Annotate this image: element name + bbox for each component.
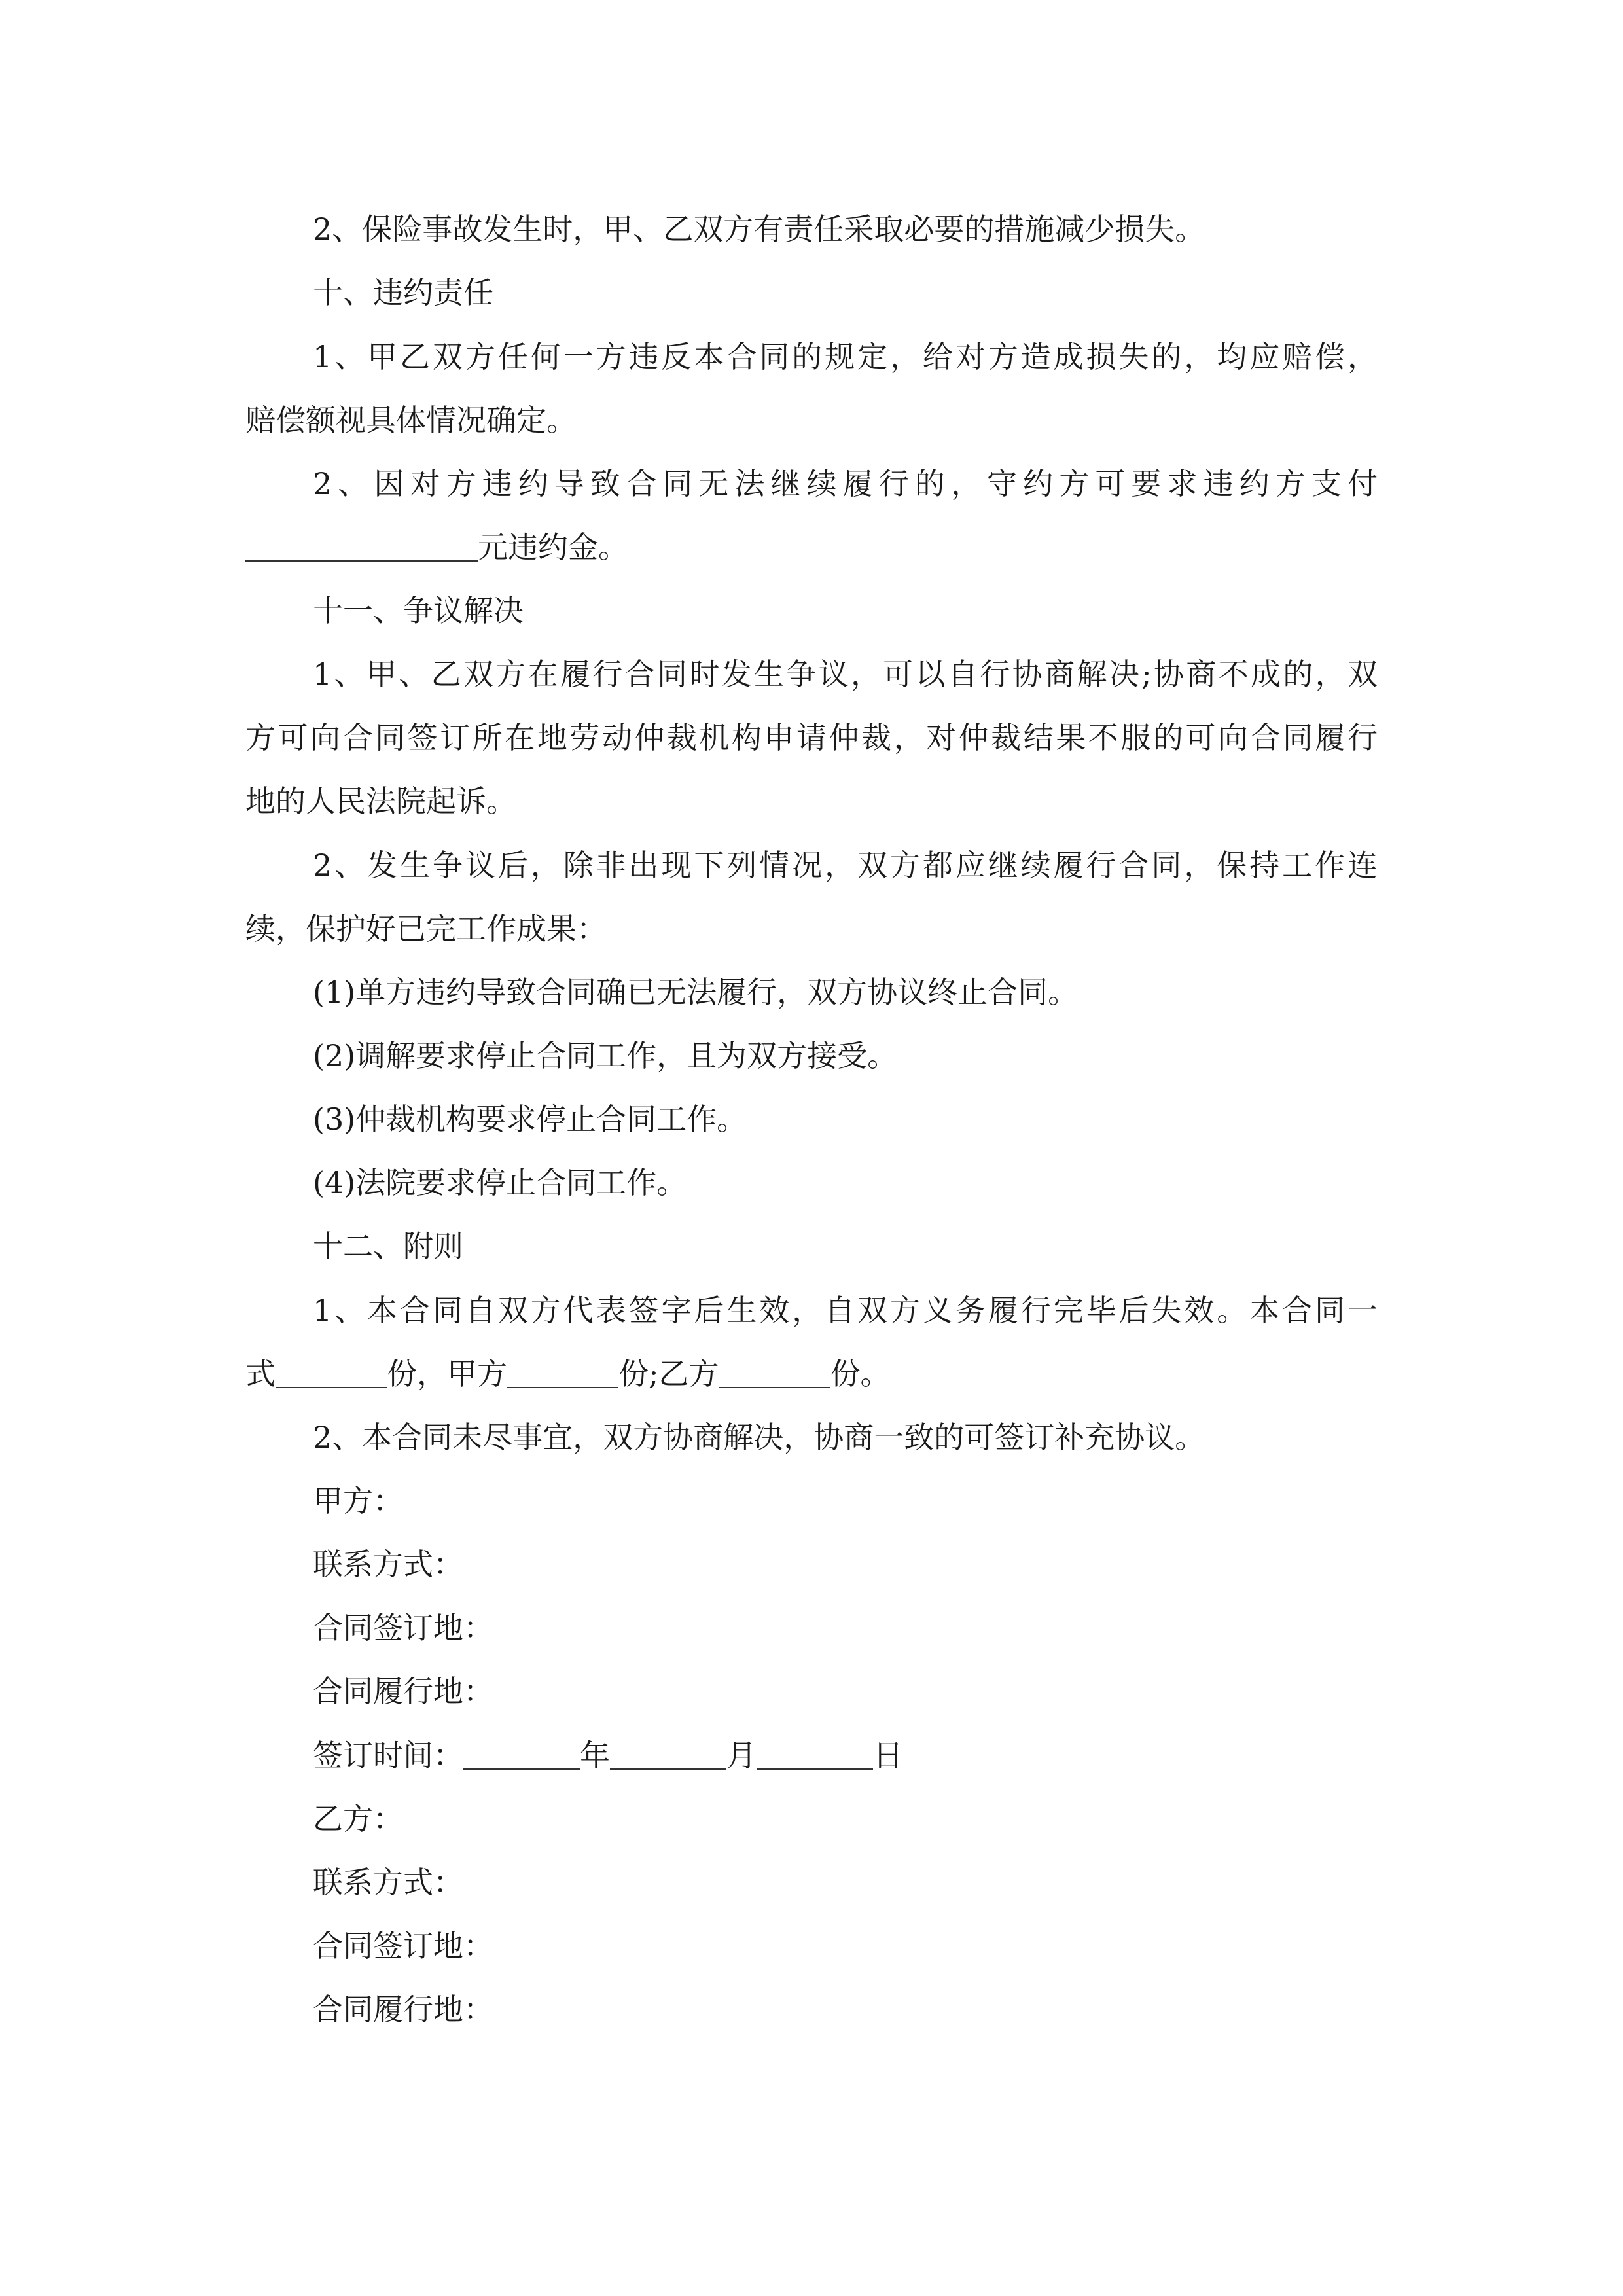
dispute-item-2: (2)调解要求停止合同工作，且为双方接受。 xyxy=(313,1038,898,1073)
dispute-item-1: (1)单方违约导致合同确已无法履行，双方协议终止合同。 xyxy=(313,975,1079,1010)
party-b-contact: 联系方式： xyxy=(313,1865,463,1900)
breach-clause-2-cont: 元违约金。 xyxy=(245,528,1378,567)
appendix-clause-1-cont: 式 份，甲方 份;乙方 份。 xyxy=(245,1356,891,1391)
party-a-perform-place: 合同履行地： xyxy=(313,1674,493,1709)
party-b-copies-blank xyxy=(719,1357,830,1388)
party-b-label: 乙方： xyxy=(313,1801,403,1837)
breach-clause-2: 2、因对方违约导致合同无法继续履行的，守约方可要求违约方支付 xyxy=(313,466,1378,501)
party-a-contact: 联系方式： xyxy=(313,1547,463,1582)
breach-clause-1-cont: 赔偿额视具体情况确定。 xyxy=(245,403,577,438)
year-blank xyxy=(463,1738,580,1770)
party-a-label: 甲方： xyxy=(313,1483,403,1518)
breach-clause-1: 1、甲乙双方任何一方违反本合同的规定，给对方造成损失的，均应赔偿， xyxy=(313,339,1378,374)
dispute-item-3: (3)仲裁机构要求停止合同工作。 xyxy=(313,1102,747,1137)
section-12-heading: 十二、附则 xyxy=(313,1229,463,1264)
sign-time: 签订时间： 年 月 日 xyxy=(313,1738,903,1773)
party-a-copies-blank xyxy=(507,1357,618,1388)
appendix-clause-1: 1、本合同自双方代表签字后生效，自双方义务履行完毕后失效。本合同一 xyxy=(313,1293,1378,1328)
dispute-clause-2: 2、发生争议后，除非出现下列情况，双方都应继续履行合同，保持工作连 xyxy=(313,848,1378,883)
insurance-clause-2: 2、保险事故发生时，甲、乙双方有责任采取必要的措施减少损失。 xyxy=(313,211,1205,247)
party-a-sign-place: 合同签订地： xyxy=(313,1610,493,1645)
day-blank xyxy=(757,1738,873,1770)
dispute-clause-2-cont: 续，保护好已完工作成果： xyxy=(245,911,607,946)
section-11-heading: 十一、争议解决 xyxy=(313,593,524,628)
dispute-clause-1: 1、甲、乙双方在履行合同时发生争议，可以自行协商解决;协商不成的，双 xyxy=(313,656,1378,692)
appendix-clause-2: 2、本合同未尽事宜，双方协商解决，协商一致的可签订补充协议。 xyxy=(313,1420,1205,1455)
penalty-amount-blank xyxy=(245,530,478,562)
dispute-clause-1-end: 地的人民法院起诉。 xyxy=(245,783,516,819)
dispute-item-4: (4)法院要求停止合同工作。 xyxy=(313,1165,687,1200)
party-b-sign-place: 合同签订地： xyxy=(313,1928,493,1964)
total-copies-blank xyxy=(276,1357,387,1388)
section-10-heading: 十、违约责任 xyxy=(313,275,493,310)
party-b-perform-place: 合同履行地： xyxy=(313,1992,493,2027)
month-blank xyxy=(610,1738,726,1770)
dispute-clause-1-cont: 方可向合同签订所在地劳动仲裁机构申请仲裁，对仲裁结果不服的可向合同履行 xyxy=(245,720,1378,755)
